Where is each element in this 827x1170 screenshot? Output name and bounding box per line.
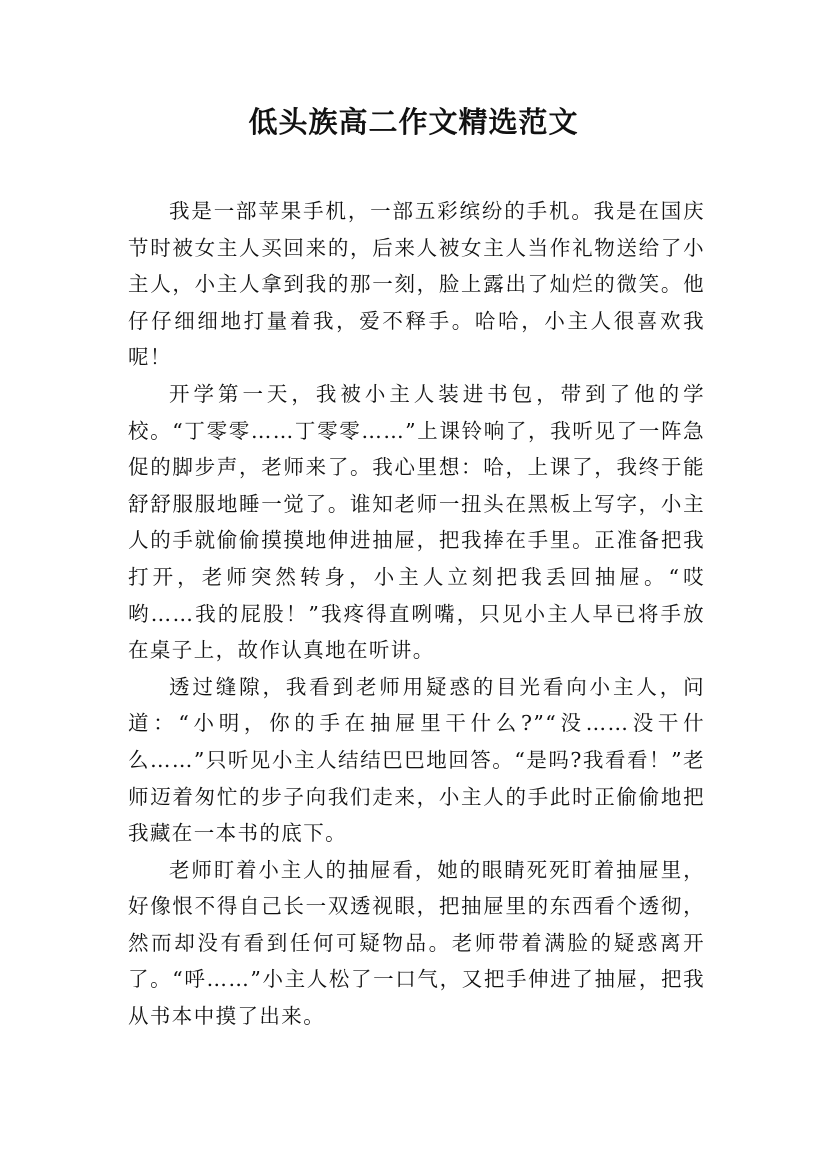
paragraph-3: 透过缝隙，我看到老师用疑惑的目光看向小主人，问道：“小明，你的手在抽屉里干什么?”“没……没干什么……”只听见小主人结结巴巴地回答。“是吗?我看看！”老师迈着匆忙的步子向我们走来，小主人的手此时正偷偷地把我藏在一本书的底下。 bbox=[128, 674, 705, 846]
document-body bbox=[128, 193, 705, 1035]
paragraph-2: 开学第一天，我被小主人装进书包，带到了他的学校。“丁零零……丁零零……”上课铃响了，我听见了一阵急促的脚步声，老师来了。我心里想：哈，上课了，我终于能舒舒服服地睡一觉了。谁知老师一扭头在黑板上写字，小主人的手就偷偷摸摸地伸进抽屉，把我捧在手里。正准备把我打开，老师突然转身，小主人立刻把我丢回抽屉。“哎哟……我的屁股！”我疼得直咧嘴，只见小主人早已将手放在桌子上，故作认真地在听讲。 bbox=[128, 381, 705, 663]
paragraph-4: 老师盯着小主人的抽屉看，她的眼睛死死盯着抽屉里，好像恨不得自己长一双透视眼，把抽屉里的东西看个透彻，然而却没有看到任何可疑物品。老师带着满脸的疑惑离开了。“呼……”小主人松了一口气，又把手伸进了抽屉，把我从书本中摸了出来。 bbox=[128, 857, 705, 1029]
document-title: 低头族高二作文精选范文 bbox=[248, 105, 579, 139]
paragraph-1: 我是一部苹果手机，一部五彩缤纷的手机。我是在国庆节时被女主人买回来的，后来人被女主人当作礼物送给了小主人，小主人拿到我的那一刻，脸上露出了灿烂的微笑。他仔仔细细地打量着我，爱不释手。哈哈，小主人很喜欢我呢！ bbox=[128, 199, 705, 370]
